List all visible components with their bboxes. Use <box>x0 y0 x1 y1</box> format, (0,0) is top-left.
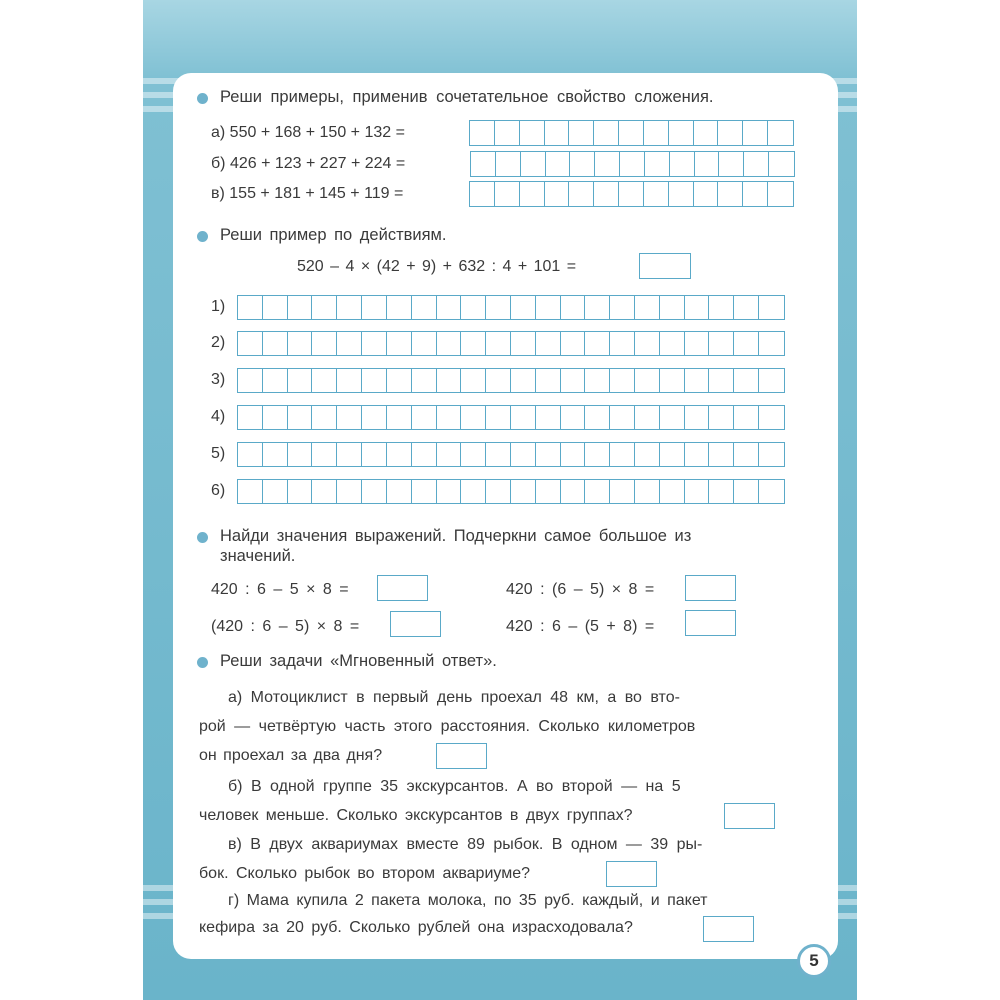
grid-cell[interactable] <box>610 332 635 355</box>
grid-cell[interactable] <box>660 480 685 503</box>
grid-cell[interactable] <box>685 406 710 429</box>
grid-cell[interactable] <box>594 121 619 145</box>
grid-cell[interactable] <box>734 443 759 466</box>
grid-cell[interactable] <box>536 443 561 466</box>
task4-a-line1: а) Мотоциклист в первый день проехал 48 км, а во вто- <box>228 689 680 706</box>
grid-cell[interactable] <box>660 369 685 392</box>
grid-cell[interactable] <box>734 296 759 319</box>
grid-cell[interactable] <box>471 152 496 176</box>
grid-cell[interactable] <box>437 332 462 355</box>
grid-cell[interactable] <box>759 443 784 466</box>
task4-c-line2: бок. Сколько рыбок во втором аквариуме? <box>199 865 531 882</box>
grid-cell[interactable] <box>288 296 313 319</box>
grid-cell[interactable] <box>511 406 536 429</box>
grid-cell[interactable] <box>337 369 362 392</box>
grid-cell[interactable] <box>486 406 511 429</box>
bullet-icon <box>197 532 208 543</box>
grid-cell[interactable] <box>437 296 462 319</box>
grid-cell[interactable] <box>495 121 520 145</box>
grid-cell[interactable] <box>486 480 511 503</box>
task3-expr1: 420 : 6 – 5 × 8 = <box>211 581 349 598</box>
grid-cell[interactable] <box>660 443 685 466</box>
grid-cell[interactable] <box>496 152 521 176</box>
grid-cell[interactable] <box>337 480 362 503</box>
grid-cell[interactable] <box>362 296 387 319</box>
grid-cell[interactable] <box>744 152 769 176</box>
grid-cell[interactable] <box>412 406 437 429</box>
grid-cell[interactable] <box>387 332 412 355</box>
grid-cell[interactable] <box>561 332 586 355</box>
grid-cell[interactable] <box>685 296 710 319</box>
answer-box[interactable] <box>724 803 775 829</box>
grid-cell[interactable] <box>620 152 645 176</box>
grid-cell[interactable] <box>709 480 734 503</box>
grid-cell[interactable] <box>759 332 784 355</box>
grid-cell[interactable] <box>238 332 263 355</box>
grid-cell[interactable] <box>461 332 486 355</box>
grid-cell[interactable] <box>437 443 462 466</box>
grid-cell[interactable] <box>263 369 288 392</box>
grid-cell[interactable] <box>263 443 288 466</box>
grid-cell[interactable] <box>644 121 669 145</box>
grid-cell[interactable] <box>585 406 610 429</box>
grid-cell[interactable] <box>312 296 337 319</box>
grid-cell[interactable] <box>635 480 660 503</box>
bullet-icon <box>197 231 208 242</box>
grid-cell[interactable] <box>585 369 610 392</box>
grid-cell[interactable] <box>312 332 337 355</box>
grid-cell[interactable] <box>709 296 734 319</box>
grid-cell[interactable] <box>635 296 660 319</box>
grid-cell[interactable] <box>759 296 784 319</box>
grid-cell[interactable] <box>412 443 437 466</box>
task1-row-b-label: б) 426 + 123 + 227 + 224 = <box>211 155 406 172</box>
grid-cell[interactable] <box>585 480 610 503</box>
task4-b-line2: человек меньше. Сколько экскурсантов в двух группах? <box>199 807 633 824</box>
grid-cell[interactable] <box>635 443 660 466</box>
task4-c-line1: в) В двух аквариумах вместе 89 рыбок. В одном — 39 ры- <box>228 836 703 853</box>
grid-cell[interactable] <box>536 406 561 429</box>
grid-cell[interactable] <box>709 369 734 392</box>
task1-row-c-label: в) 155 + 181 + 145 + 119 = <box>211 185 404 202</box>
grid-cell[interactable] <box>635 332 660 355</box>
task3-expr2: 420 : (6 – 5) × 8 = <box>506 581 655 598</box>
grid-cell[interactable] <box>561 369 586 392</box>
grid-cell[interactable] <box>511 332 536 355</box>
grid-cell[interactable] <box>569 182 594 206</box>
grid-cell[interactable] <box>695 152 720 176</box>
grid-cell[interactable] <box>570 152 595 176</box>
grid-cell[interactable] <box>470 121 495 145</box>
step-grid[interactable] <box>237 368 785 393</box>
grid-cell[interactable] <box>619 182 644 206</box>
grid-cell[interactable] <box>660 406 685 429</box>
grid-cell[interactable] <box>337 332 362 355</box>
answer-box[interactable] <box>639 253 691 279</box>
grid-cell[interactable] <box>387 443 412 466</box>
grid-cell[interactable] <box>561 480 586 503</box>
grid-cell[interactable] <box>536 296 561 319</box>
grid-cell[interactable] <box>759 480 784 503</box>
step-label: 5) <box>211 445 226 462</box>
grid-cell[interactable] <box>743 182 768 206</box>
grid-cell[interactable] <box>511 296 536 319</box>
step-grid[interactable] <box>237 295 785 320</box>
step-grid[interactable] <box>237 442 785 467</box>
grid-cell[interactable] <box>619 121 644 145</box>
grid-cell[interactable] <box>585 332 610 355</box>
grid-cell[interactable] <box>362 332 387 355</box>
bullet-icon <box>197 657 208 668</box>
grid-cell[interactable] <box>337 296 362 319</box>
grid-cell[interactable] <box>387 369 412 392</box>
task4-title: Реши задачи «Мгновенный ответ». <box>220 652 497 670</box>
grid-cell[interactable] <box>312 369 337 392</box>
grid-cell[interactable] <box>238 296 263 319</box>
grid-cell[interactable] <box>470 182 495 206</box>
grid-cell[interactable] <box>263 406 288 429</box>
grid-cell[interactable] <box>670 152 695 176</box>
grid-cell[interactable] <box>412 369 437 392</box>
grid-cell[interactable] <box>569 121 594 145</box>
grid-cell[interactable] <box>437 406 462 429</box>
grid-cell[interactable] <box>461 443 486 466</box>
grid-cell[interactable] <box>669 182 694 206</box>
answer-grid-c[interactable] <box>469 181 794 207</box>
answer-box[interactable] <box>377 575 428 601</box>
step-grid[interactable] <box>237 331 785 356</box>
answer-box[interactable] <box>390 611 441 637</box>
grid-cell[interactable] <box>288 480 313 503</box>
grid-cell[interactable] <box>461 296 486 319</box>
grid-cell[interactable] <box>337 443 362 466</box>
grid-cell[interactable] <box>561 406 586 429</box>
grid-cell[interactable] <box>694 182 719 206</box>
grid-cell[interactable] <box>288 443 313 466</box>
grid-cell[interactable] <box>461 480 486 503</box>
grid-cell[interactable] <box>461 369 486 392</box>
grid-cell[interactable] <box>685 369 710 392</box>
grid-cell[interactable] <box>486 369 511 392</box>
page-number: 5 <box>797 944 831 978</box>
grid-cell[interactable] <box>362 480 387 503</box>
grid-cell[interactable] <box>520 182 545 206</box>
grid-cell[interactable] <box>263 296 288 319</box>
grid-cell[interactable] <box>486 332 511 355</box>
grid-cell[interactable] <box>511 369 536 392</box>
task1-row-a-label: а) 550 + 168 + 150 + 132 = <box>211 124 405 141</box>
grid-cell[interactable] <box>709 406 734 429</box>
grid-cell[interactable] <box>669 121 694 145</box>
grid-cell[interactable] <box>694 121 719 145</box>
step-label: 6) <box>211 482 226 499</box>
step-label: 3) <box>211 371 226 388</box>
grid-cell[interactable] <box>238 480 263 503</box>
grid-cell[interactable] <box>734 369 759 392</box>
grid-cell[interactable] <box>520 121 545 145</box>
grid-cell[interactable] <box>288 369 313 392</box>
answer-grid-a[interactable] <box>469 120 794 146</box>
task3-title-line1: Найди значения выражений. Подчеркни самое большое из <box>220 527 692 545</box>
task3-title-line2: значений. <box>220 547 296 565</box>
grid-cell[interactable] <box>594 182 619 206</box>
step-label: 2) <box>211 334 226 351</box>
bullet-icon <box>197 93 208 104</box>
step-label: 1) <box>211 298 226 315</box>
grid-cell[interactable] <box>718 182 743 206</box>
grid-cell[interactable] <box>437 369 462 392</box>
grid-cell[interactable] <box>312 443 337 466</box>
grid-cell[interactable] <box>644 182 669 206</box>
grid-cell[interactable] <box>759 406 784 429</box>
grid-cell[interactable] <box>511 480 536 503</box>
task1-title: Реши примеры, применив сочетательное свойство сложения. <box>220 88 714 106</box>
grid-cell[interactable] <box>610 406 635 429</box>
task4-b-line1: б) В одной группе 35 экскурсантов. А во второй — на 5 <box>228 778 681 795</box>
grid-cell[interactable] <box>610 369 635 392</box>
grid-cell[interactable] <box>561 443 586 466</box>
task3-expr3: (420 : 6 – 5) × 8 = <box>211 618 360 635</box>
task2-expression: 520 – 4 × (42 + 9) + 632 : 4 + 101 = <box>297 258 577 275</box>
grid-cell[interactable] <box>635 369 660 392</box>
grid-cell[interactable] <box>495 182 520 206</box>
grid-cell[interactable] <box>238 406 263 429</box>
grid-cell[interactable] <box>288 406 313 429</box>
grid-cell[interactable] <box>362 369 387 392</box>
grid-cell[interactable] <box>685 443 710 466</box>
grid-cell[interactable] <box>585 296 610 319</box>
answer-grid-b[interactable] <box>470 151 795 177</box>
grid-cell[interactable] <box>288 332 313 355</box>
grid-cell[interactable] <box>412 480 437 503</box>
grid-cell[interactable] <box>734 406 759 429</box>
grid-cell[interactable] <box>437 480 462 503</box>
grid-cell[interactable] <box>521 152 546 176</box>
grid-cell[interactable] <box>263 480 288 503</box>
grid-cell[interactable] <box>412 332 437 355</box>
grid-cell[interactable] <box>685 332 710 355</box>
grid-cell[interactable] <box>768 121 793 145</box>
grid-cell[interactable] <box>337 406 362 429</box>
task4-d-line2: кефира за 20 руб. Сколько рублей она израсходовала? <box>199 919 633 936</box>
grid-cell[interactable] <box>238 369 263 392</box>
step-label: 4) <box>211 408 226 425</box>
grid-cell[interactable] <box>263 332 288 355</box>
grid-cell[interactable] <box>536 332 561 355</box>
grid-cell[interactable] <box>545 182 570 206</box>
grid-cell[interactable] <box>545 121 570 145</box>
task2-title: Реши пример по действиям. <box>220 226 447 244</box>
grid-cell[interactable] <box>610 480 635 503</box>
task3-expr4: 420 : 6 – (5 + 8) = <box>506 618 655 635</box>
grid-cell[interactable] <box>759 369 784 392</box>
task4-a-line3: он проехал за два дня? <box>199 747 383 764</box>
grid-cell[interactable] <box>635 406 660 429</box>
grid-cell[interactable] <box>719 152 744 176</box>
answer-box[interactable] <box>703 916 754 942</box>
grid-cell[interactable] <box>734 480 759 503</box>
grid-cell[interactable] <box>387 296 412 319</box>
grid-cell[interactable] <box>561 296 586 319</box>
grid-cell[interactable] <box>685 480 710 503</box>
grid-cell[interactable] <box>362 443 387 466</box>
grid-cell[interactable] <box>660 332 685 355</box>
grid-cell[interactable] <box>743 121 768 145</box>
grid-cell[interactable] <box>645 152 670 176</box>
grid-cell[interactable] <box>387 406 412 429</box>
grid-cell[interactable] <box>768 182 793 206</box>
grid-cell[interactable] <box>610 296 635 319</box>
grid-cell[interactable] <box>536 480 561 503</box>
answer-box[interactable] <box>685 575 736 601</box>
grid-cell[interactable] <box>660 296 685 319</box>
grid-cell[interactable] <box>511 443 536 466</box>
grid-cell[interactable] <box>610 443 635 466</box>
grid-cell[interactable] <box>486 443 511 466</box>
step-grid[interactable] <box>237 405 785 430</box>
answer-box[interactable] <box>606 861 657 887</box>
grid-cell[interactable] <box>536 369 561 392</box>
grid-cell[interactable] <box>238 443 263 466</box>
grid-cell[interactable] <box>312 406 337 429</box>
grid-cell[interactable] <box>734 332 759 355</box>
grid-cell[interactable] <box>595 152 620 176</box>
grid-cell[interactable] <box>387 480 412 503</box>
grid-cell[interactable] <box>312 480 337 503</box>
task4-d-line1: г) Мама купила 2 пакета молока, по 35 руб. каждый, и пакет <box>228 892 708 909</box>
grid-cell[interactable] <box>486 296 511 319</box>
answer-box[interactable] <box>685 610 736 636</box>
grid-cell[interactable] <box>709 443 734 466</box>
grid-cell[interactable] <box>769 152 794 176</box>
grid-cell[interactable] <box>718 121 743 145</box>
task4-a-line2: рой — четвёртую часть этого расстояния. Сколько километров <box>199 718 696 735</box>
grid-cell[interactable] <box>412 296 437 319</box>
grid-cell[interactable] <box>362 406 387 429</box>
step-grid[interactable] <box>237 479 785 504</box>
answer-box[interactable] <box>436 743 487 769</box>
grid-cell[interactable] <box>709 332 734 355</box>
grid-cell[interactable] <box>585 443 610 466</box>
grid-cell[interactable] <box>461 406 486 429</box>
grid-cell[interactable] <box>546 152 571 176</box>
